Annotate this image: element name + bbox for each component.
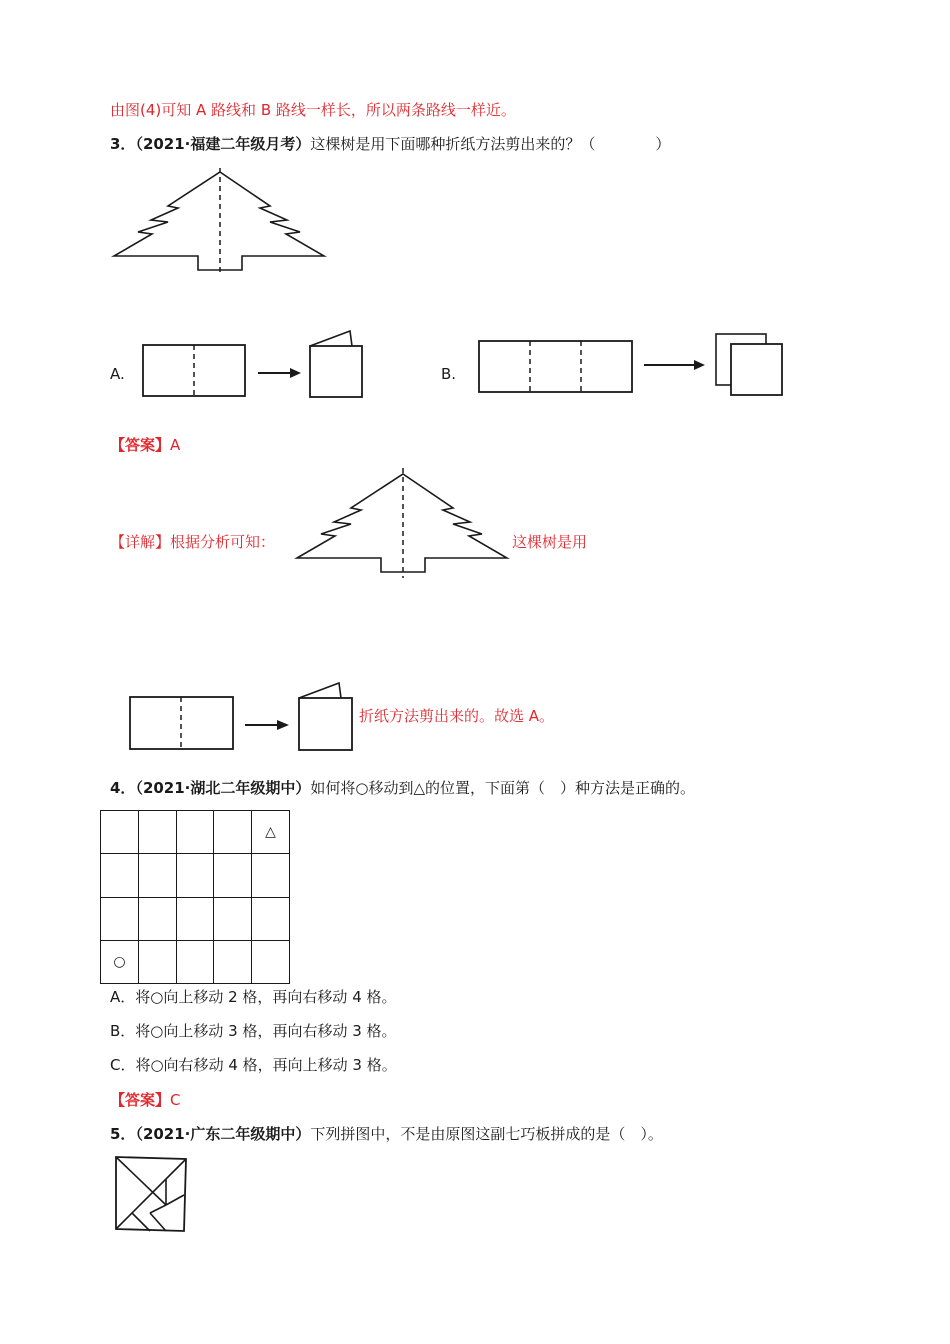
intro-line: 由图(4)可知 A 路线和 B 路线一样长，所以两条路线一样近。 <box>110 101 516 119</box>
q5-source: （2021·广东二年级期中） <box>135 1125 311 1143</box>
q4-text: 如何将○移动到△的位置，下面第（ ）种方法是正确的。 <box>310 779 696 797</box>
q3-source: （2021·福建二年级月考） <box>135 135 311 153</box>
q4-answer <box>110 1090 181 1110</box>
q3-answer-value: A <box>170 436 181 454</box>
q3-option-a-figure <box>140 325 370 403</box>
q3-detail-fold-figure <box>127 680 359 754</box>
q4-answer-tag: 【答案】 <box>110 1091 171 1109</box>
q3-detail <box>110 532 275 552</box>
q4-answer-value: C <box>170 1091 181 1109</box>
q3-detail-text-3: 折纸方法剪出来的。故选 A。 <box>359 707 555 725</box>
q3-detail-text-1: 根据分析可知： <box>170 533 276 551</box>
q3-answer-tag: 【答案】 <box>110 436 171 454</box>
q4-grid <box>100 810 290 984</box>
q3-text: 这棵树是用下面哪种折纸方法剪出来的？（ ） <box>310 135 671 153</box>
q3-header <box>110 134 670 154</box>
grid-row <box>101 811 290 854</box>
triangle-marker: △ <box>251 811 289 854</box>
q3-detail-tag: 【详解】 <box>110 533 171 551</box>
q3-option-a-label: A. <box>110 365 125 383</box>
q4-header <box>110 778 695 798</box>
q4-option-a: A．将○向上移动 2 格，再向右移动 4 格。 <box>110 988 397 1006</box>
grid-row <box>101 940 290 983</box>
grid-row <box>101 897 290 940</box>
q3-detail-text-2: 这棵树是用 <box>512 533 588 551</box>
q4-option-c: C．将○向右移动 4 格，再向上移动 3 格。 <box>110 1056 397 1074</box>
q4-number: 4． <box>110 779 136 797</box>
q5-text: 下列拼图中，不是由原图这副七巧板拼成的是（ ）。 <box>310 1125 663 1143</box>
circle-marker: ○ <box>101 940 139 983</box>
q3-option-b-label: B. <box>441 365 457 383</box>
q4-source: （2021·湖北二年级期中） <box>135 779 311 797</box>
q3-number: 3． <box>110 135 136 153</box>
q3-answer <box>110 435 180 455</box>
grid-row <box>101 854 290 897</box>
q5-number: 5． <box>110 1125 136 1143</box>
q5-header <box>110 1124 663 1144</box>
q3-tree-figure <box>110 168 330 280</box>
q3-detail-tree-figure <box>292 468 514 580</box>
q4-option-b: B．将○向上移动 3 格，再向右移动 3 格。 <box>110 1022 397 1040</box>
q3-option-b-figure <box>476 330 788 398</box>
q5-tangram-figure <box>112 1155 190 1235</box>
